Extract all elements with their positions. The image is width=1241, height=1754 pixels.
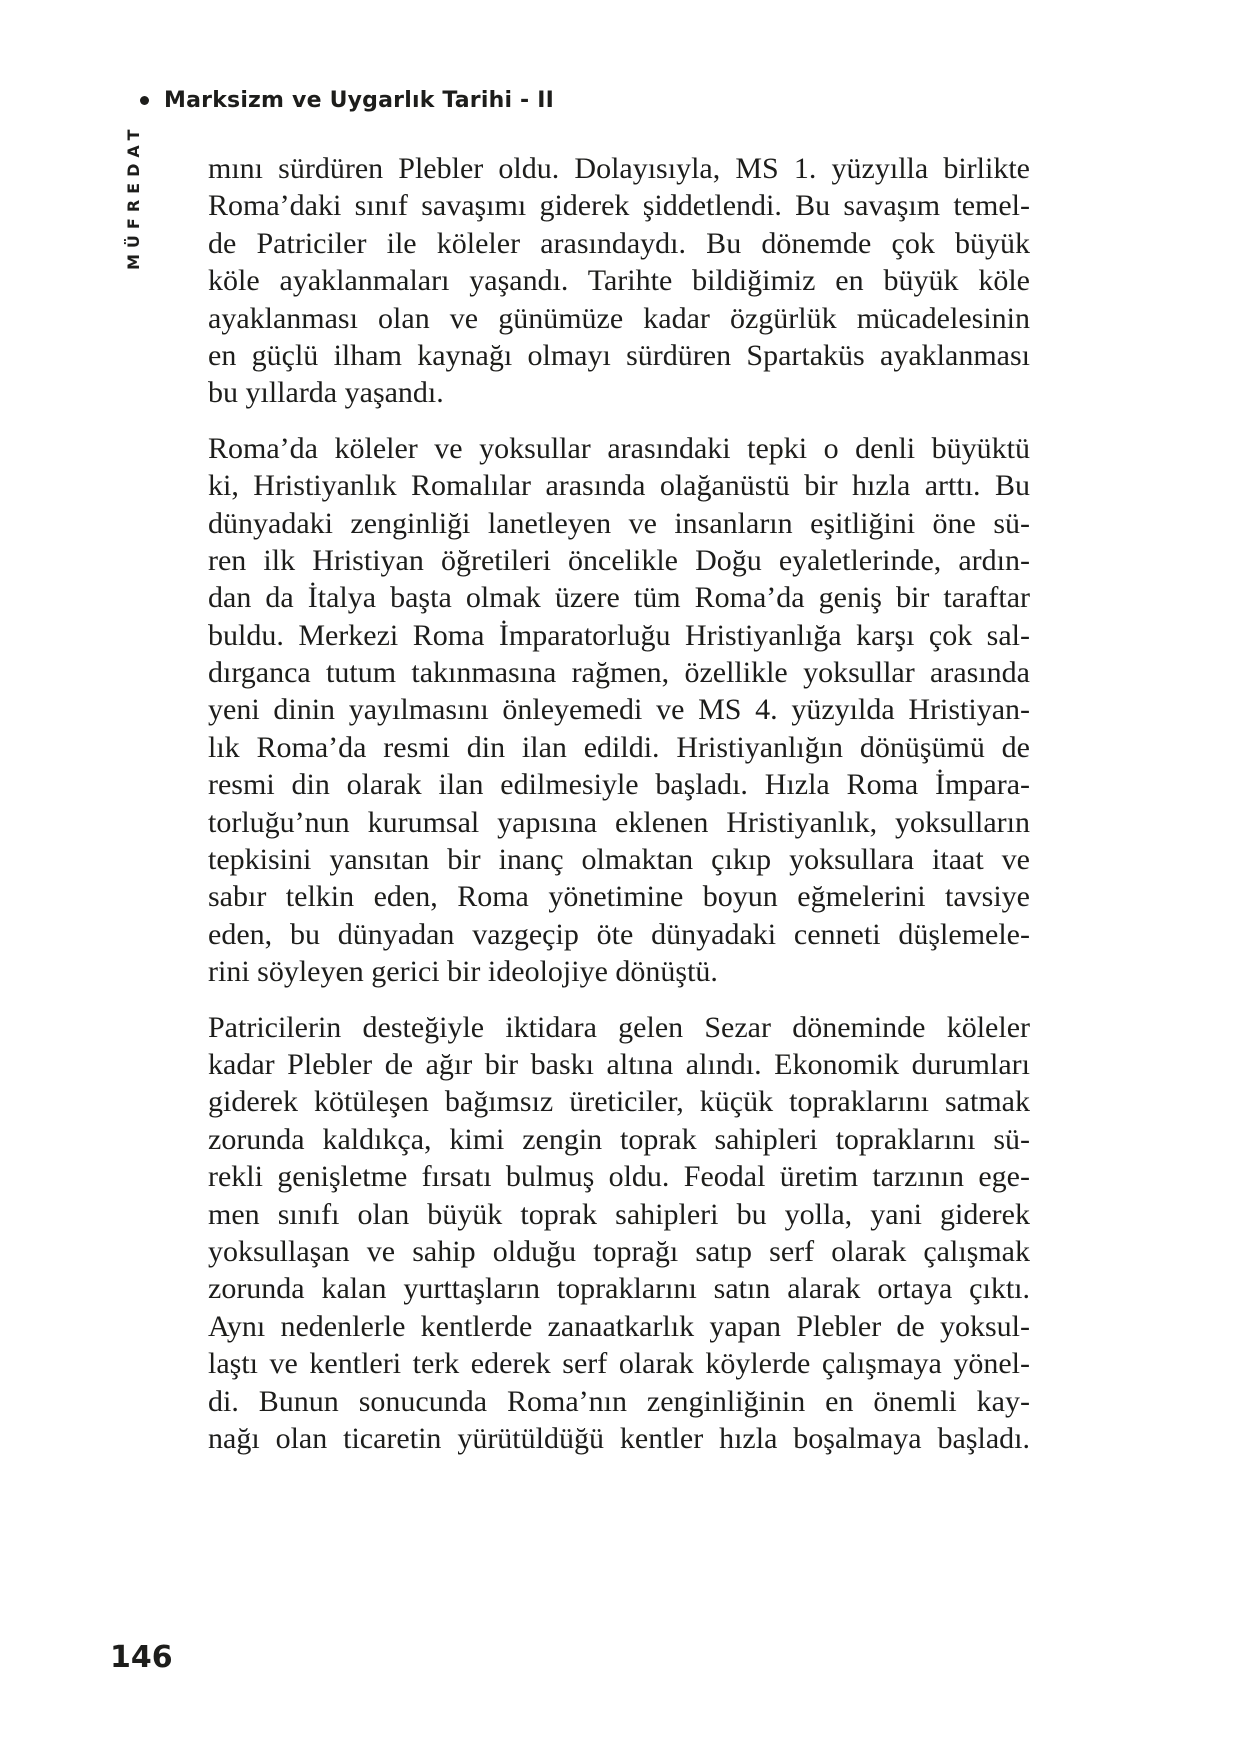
text-line: resmi din olarak ilan edilmesiyle başladı. Hızla Roma İmpara- bbox=[208, 768, 1030, 802]
text-line: mını sürdüren Plebler oldu. Dolayısıyla, MS 1. yüzyılla birlikte bbox=[208, 152, 1030, 185]
text-line: rini söyleyen gerici bir ideolojiye dönüştü. bbox=[208, 955, 718, 989]
text-line: zorunda kalan yurttaşların topraklarını satın alarak ortaya çıktı. bbox=[208, 1272, 1030, 1306]
text-line: Roma’da köleler ve yoksullar arasındaki tepki o denli büyüktü bbox=[208, 431, 1030, 465]
text-line: Patricilerin desteğiyle iktidara gelen Sezar döneminde köleler bbox=[208, 1010, 1030, 1044]
text-line: nağı olan ticaretin yürütüldüğü kentler hızla boşalmaya başladı. bbox=[208, 1421, 1030, 1455]
text-line: lık Roma’da resmi din ilan edildi. Hristiyanlığın dönüşümü de bbox=[208, 730, 1030, 764]
text-line: torluğu’nun kurumsal yapısına eklenen Hristiyanlık, yoksulların bbox=[208, 805, 1030, 839]
paragraph-2 bbox=[208, 430, 1030, 991]
text-line: men sınıfı olan büyük toprak sahipleri bu yolla, yani giderek bbox=[208, 1197, 1030, 1231]
text-line: dünyadaki zenginliği lanetleyen ve insanların eşitliğini öne sü- bbox=[208, 506, 1030, 540]
text-line: rekli genişletme fırsatı bulmuş oldu. Feodal üretim tarzının ege- bbox=[208, 1160, 1030, 1194]
text-line: yeni dinin yayılmasını önleyemedi ve MS 4. yüzyılda Hristiyan- bbox=[208, 693, 1030, 727]
text-line: di. Bunun sonucunda Roma’nın zenginliğinin en önemli kay- bbox=[208, 1384, 1030, 1418]
text-line: Aynı nedenlerle kentlerde zanaatkarlık yapan Plebler de yoksul- bbox=[208, 1309, 1030, 1343]
running-title: Marksizm ve Uygarlık Tarihi - II bbox=[164, 88, 555, 113]
text-line: de Patriciler ile köleler arasındaydı. Bu dönemde çok büyük bbox=[208, 226, 1030, 260]
section-side-label: MÜFREDAT bbox=[124, 123, 143, 270]
text-line: ayaklanması olan ve günümüze kadar özgürlük mücadelesinin bbox=[208, 301, 1030, 335]
paragraph-3 bbox=[208, 1009, 1030, 1458]
text-line: ren ilk Hristiyan öğretileri öncelikle Doğu eyaletlerinde, ardın- bbox=[208, 543, 1030, 577]
text-line: yoksullaşan ve sahip olduğu toprağı satıp serf olarak çalışmak bbox=[208, 1234, 1030, 1268]
text-line: tepkisini yansıtan bir inanç olmaktan çıkıp yoksullara itaat ve bbox=[208, 843, 1030, 877]
text-line: ki, Hristiyanlık Romalılar arasında olağanüstü bir hızla arttı. Bu bbox=[208, 469, 1030, 503]
text-line: en güçlü ilham kaynağı olmayı sürdüren Spartaküs ayaklanması bbox=[208, 338, 1030, 372]
text-line: bu yıllarda yaşandı. bbox=[208, 376, 444, 410]
text-line: zorunda kaldıkça, kimi zengin toprak sahipleri topraklarını sü- bbox=[208, 1122, 1030, 1156]
bullet-icon bbox=[140, 96, 149, 105]
running-head bbox=[140, 88, 554, 113]
text-line: dırganca tutum takınmasına rağmen, özellikle yoksullar arasında bbox=[208, 656, 1030, 690]
paragraph-1 bbox=[208, 150, 1030, 412]
text-line: laştı ve kentleri terk ederek serf olarak köylerde çalışmaya yönel- bbox=[208, 1347, 1030, 1381]
text-line: köle ayaklanmaları yaşandı. Tarihte bildiğimiz en büyük köle bbox=[208, 264, 1030, 298]
text-line: Roma’daki sınıf savaşımı giderek şiddetlendi. Bu savaşım temel- bbox=[208, 189, 1030, 223]
text-line: sabır telkin eden, Roma yönetimine boyun eğmelerini tavsiye bbox=[208, 880, 1030, 914]
body-text bbox=[208, 150, 1030, 1475]
text-line: buldu. Merkezi Roma İmparatorluğu Hristiyanlığa karşı çok sal- bbox=[208, 618, 1030, 652]
text-line: giderek kötüleşen bağımsız üreticiler, küçük topraklarını satmak bbox=[208, 1085, 1030, 1119]
text-line: eden, bu dünyadan vazgeçip öte dünyadaki cenneti düşlemele- bbox=[208, 917, 1030, 951]
text-line: dan da İtalya başta olmak üzere tüm Roma’da geniş bir taraftar bbox=[208, 581, 1030, 615]
text-line: kadar Plebler de ağır bir baskı altına alındı. Ekonomik durumları bbox=[208, 1047, 1030, 1081]
page-number: 146 bbox=[110, 1640, 173, 1675]
